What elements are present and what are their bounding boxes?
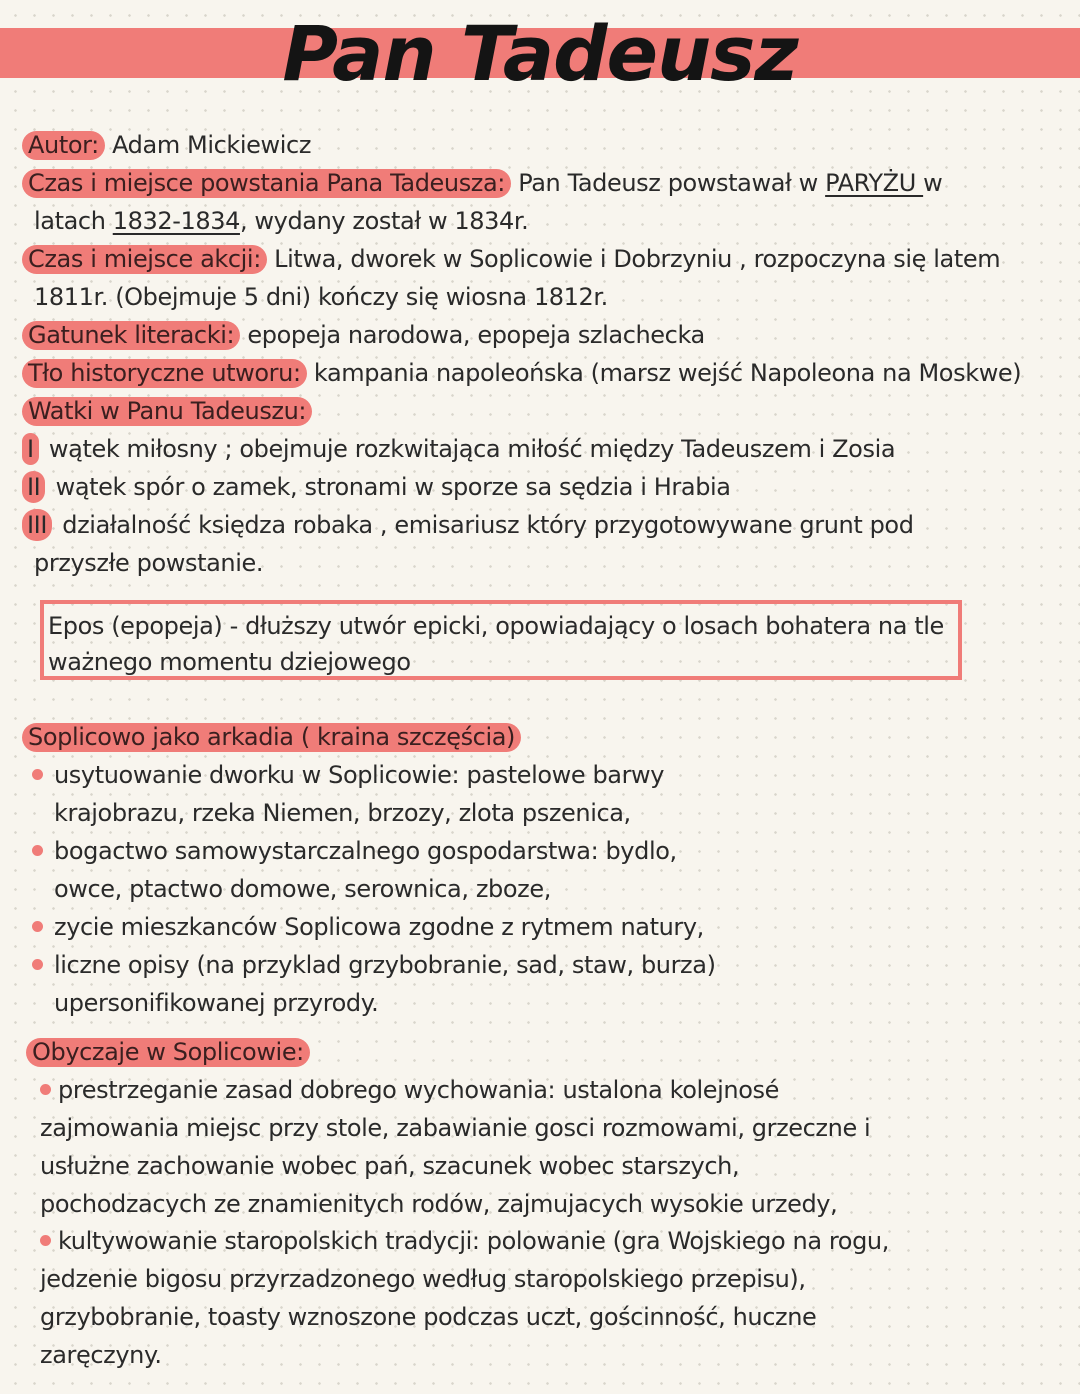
soplicowo-line: krajobrazu, rzeka Niemen, brzozy, zlota pszenica,: [54, 799, 631, 827]
watek-text: wątek spór o zamek, stronami w sporze sa sędzia i Hrabia: [48, 473, 731, 501]
watki-cont-line: przyszłe powstanie.: [34, 549, 264, 577]
obyczaje-line: jedzenie bigosu przyrzadzonego według staropolskiego przepisu),: [40, 1265, 806, 1293]
watki-label: Watki w Panu Tadeuszu:: [22, 397, 312, 426]
czas-cont-1: latach: [34, 207, 113, 235]
autor-line: [28, 129, 312, 161]
soplicowo-heading: Soplicowo jako arkadia ( kraina szczęścia): [22, 723, 521, 752]
obyczaje-line: grzybobranie, toasty wznoszone podczas uczt, gościnność, huczne: [40, 1303, 817, 1331]
bullet-icon: [32, 921, 43, 932]
watek-number: I: [22, 433, 39, 465]
obyczaje-line: usłużne zachowanie wobec pań, szacunek wobec starszych,: [40, 1152, 740, 1180]
tlo-value: kampania napoleońska (marsz wejść Napoleona na Moskwe): [306, 359, 1022, 387]
tlo-line: [28, 357, 1022, 389]
soplicowo-line: zycie mieszkanców Soplicowa zgodne z rytmem natury,: [54, 913, 704, 941]
soplicowo-line: bogactwo samowystarczalnego gospodarstwa: bydlo,: [54, 837, 677, 865]
czas-line: [28, 167, 943, 199]
definition-box: [40, 600, 962, 680]
akcja-label: Czas i miejsce akcji:: [22, 245, 267, 274]
gatunek-value: epopeja narodowa, epopeja szlachecka: [240, 321, 705, 349]
soplicowo-heading-line: [28, 721, 521, 753]
obyczaje-line: kultywowanie staropolskich tradycji: polowanie (gra Wojskiego na rogu,: [58, 1227, 889, 1255]
autor-label: Autor:: [22, 131, 105, 160]
bullet-icon: [32, 845, 43, 856]
czas-paryz: PARYŻU: [825, 169, 924, 197]
soplicowo-line: upersonifikowanej przyrody.: [54, 989, 379, 1017]
page-title: Pan Tadeusz: [282, 9, 798, 98]
definition-line: Epos (epopeja) - dłuższy utwór epicki, opowiadający o losach bohatera na tle: [48, 612, 944, 640]
soplicowo-line: liczne opisy (na przyklad grzybobranie, sad, staw, burza): [54, 951, 716, 979]
obyczaje-line: zajmowania miejsc przy stole, zabawianie gosci rozmowami, grzeczne i: [40, 1114, 871, 1142]
bullet-icon: [40, 1235, 51, 1246]
czas-value-1: Pan Tadeusz powstawał w: [511, 169, 826, 197]
watek-item: [27, 433, 896, 465]
obyczaje-heading-line: [32, 1036, 310, 1068]
watki-line: [28, 395, 312, 427]
akcja-value: Litwa, dworek w Soplicowie i Dobrzyniu , rozpoczyna się latem: [266, 245, 1001, 273]
obyczaje-line: prestrzeganie zasad dobrego wychowania: ustalona kolejnosé: [58, 1076, 779, 1104]
watek-text: wątek miłosny ; obejmuje rozkwitająca miłość między Tadeuszem i Zosia: [41, 435, 896, 463]
gatunek-label: Gatunek literacki:: [22, 321, 240, 350]
obyczaje-line: zaręczyny.: [40, 1341, 162, 1369]
bullet-icon: [32, 959, 43, 970]
definition-line: ważnego momentu dziejowego: [48, 648, 411, 676]
watek-item: [27, 509, 914, 541]
czas-label: Czas i miejsce powstania Pana Tadeusza:: [22, 169, 511, 198]
watek-number: III: [22, 509, 52, 541]
czas-cont-line: [34, 205, 528, 237]
watek-item: [27, 471, 731, 503]
czas-years: 1832-1834: [112, 207, 240, 235]
obyczaje-line: pochodzacych ze znamienitych rodów, zajmujacych wysokie urzedy,: [40, 1190, 838, 1218]
soplicowo-line: owce, ptactwo domowe, serownica, zboze,: [54, 875, 551, 903]
bullet-icon: [32, 769, 43, 780]
czas-value-2: w: [923, 169, 943, 197]
akcja-line: [28, 243, 1001, 275]
tlo-label: Tło historyczne utworu:: [22, 359, 307, 388]
bullet-icon: [40, 1084, 51, 1095]
gatunek-line: [28, 319, 705, 351]
obyczaje-heading: Obyczaje w Soplicowie:: [26, 1038, 310, 1067]
czas-cont-2: , wydany został w 1834r.: [239, 207, 529, 235]
watek-text: działalność księdza robaka , emisariusz który przygotowywane grunt pod: [55, 511, 914, 539]
soplicowo-line: usytuowanie dworku w Soplicowie: pastelowe barwy: [54, 761, 665, 789]
autor-value: Adam Mickiewicz: [104, 131, 312, 159]
akcja-cont-line: 1811r. (Obejmuje 5 dni) kończy się wiosna 1812r.: [34, 283, 608, 311]
watek-number: II: [22, 471, 45, 503]
